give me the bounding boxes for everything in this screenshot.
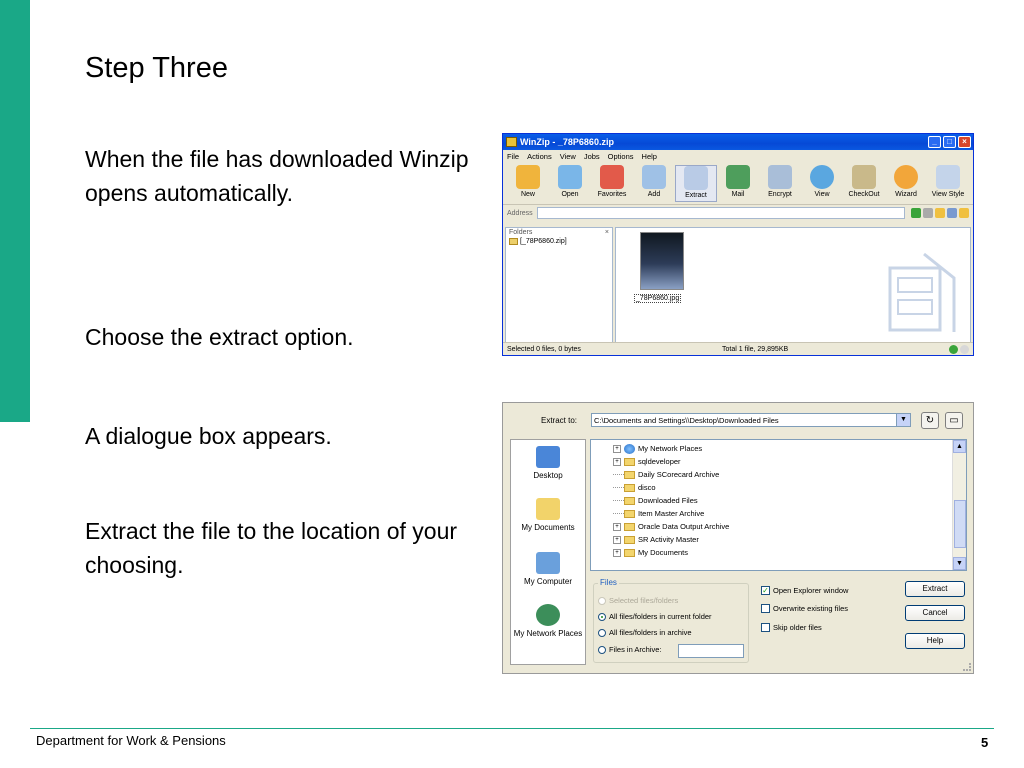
extract-icon [684,166,708,190]
expand-icon[interactable]: + [613,458,621,466]
open-icon [558,165,582,189]
favorites-icon [600,165,624,189]
scroll-up-icon[interactable]: ▲ [953,440,966,453]
network-icon [624,444,635,454]
place-my-network[interactable]: My Network Places [511,604,585,638]
status-selected: Selected 0 files, 0 bytes [507,345,581,353]
files-group-label: Files [600,578,617,587]
winzip-content [505,227,971,343]
toolbar-checkout-button[interactable]: CheckOut [843,165,885,202]
scroll-thumb[interactable] [954,500,966,548]
file-name-label[interactable]: _78P6860.jpg [636,295,680,302]
status-green-icon [949,345,958,354]
footer-text: Department for Work & Pensions [36,733,226,748]
add-icon [642,165,666,189]
radio-all-in-archive[interactable]: All files/folders in archive [598,628,692,637]
winzip-title-bar[interactable] [503,134,973,150]
folder-tree-item[interactable]: [_78P6860.zip] [506,237,612,246]
toolbar-view-style-button[interactable]: View Style [927,165,969,202]
menu-help[interactable]: Help [641,152,657,161]
folder-icon [624,523,635,531]
resize-grip[interactable] [963,663,971,671]
radio-files-in-archive[interactable]: Files in Archive: [598,645,662,654]
toolbar-favorites-button[interactable]: Favorites [591,165,633,202]
view-style-icon [936,165,960,189]
footer-divider [30,728,994,729]
status-bar [503,342,973,355]
winzip-watermark-icon [884,248,962,336]
bullet-winzip-opens: When the file has downloaded Winzip opens automatically. [85,146,469,206]
folders-pane [505,227,613,343]
checkbox-overwrite[interactable]: Overwrite existing files [761,604,848,613]
files-in-archive-input[interactable] [678,644,744,658]
accent-side-bar [0,0,30,422]
zip-folder-icon [509,238,518,245]
folder-icon [624,471,635,479]
tree-item-sqldeveloper[interactable]: + sqldeveloper [613,455,681,468]
folder-icon [624,536,635,544]
extract-to-label: Extract to: [541,416,578,425]
help-button[interactable]: Help [905,633,965,649]
expand-icon[interactable]: + [613,549,621,557]
menu-file[interactable]: File [507,152,520,161]
folder-icon[interactable] [935,208,945,218]
winzip-title: WinZip - _78P6860.zip [520,137,614,147]
network-places-icon [536,604,560,626]
my-documents-icon [536,498,560,520]
page-number: 5 [981,735,989,750]
toolbar-view-button[interactable]: View [801,165,843,202]
checkbox-open-explorer[interactable]: ✓ Open Explorer window [762,586,849,595]
status-total: Total 1 file, 29,895KB [722,345,789,353]
expand-icon[interactable]: + [613,445,621,453]
folder-open-icon: ▭ [949,415,959,426]
tree-item-disco[interactable]: disco [613,481,656,494]
place-desktop[interactable]: Desktop [511,446,585,480]
address-label: Address [507,209,533,217]
encrypt-icon [768,165,792,189]
place-my-computer[interactable]: My Computer [511,552,585,586]
files-pane [615,227,971,343]
tree-item-network[interactable]: + My Network Places [613,442,702,455]
checkbox-skip-older[interactable]: Skip older files [761,623,822,632]
toolbar-open-button[interactable]: Open [549,165,591,202]
toolbar-mail-button[interactable]: Mail [717,165,759,202]
menu-options[interactable]: Options [607,152,634,161]
scroll-down-icon[interactable]: ▼ [953,557,966,570]
extract-dialog [502,402,974,674]
desktop-icon [536,446,560,468]
toolbar-new-button[interactable]: New [507,165,549,202]
toolbar-wizard-button[interactable]: Wizard [885,165,927,202]
tree-scrollbar[interactable] [952,440,966,570]
maximize-icon[interactable]: □ [943,136,956,148]
tree-item-item-master[interactable]: Item Master Archive [613,507,704,520]
new-folder-button[interactable] [945,412,963,429]
folder-icon [624,510,635,518]
status-grey-icon [960,345,969,354]
tree-item-downloaded[interactable]: Downloaded Files [613,494,698,507]
image-thumbnail[interactable] [640,232,684,290]
view-icon [810,165,834,189]
folder-icon [624,497,635,505]
bullet-choose-extract: Choose the extract option. [85,324,354,350]
folders-close-icon[interactable]: × [604,229,609,236]
up-folder-icon[interactable] [923,208,933,218]
menu-actions[interactable]: Actions [527,152,552,161]
toolbar-add-button[interactable]: Add [633,165,675,202]
expand-icon[interactable]: + [613,536,621,544]
new-icon [516,165,540,189]
folders-header: Folders [509,229,533,236]
close-icon[interactable]: × [958,136,971,148]
checkout-icon [852,165,876,189]
radio-all-current-folder[interactable]: All files/folders in current folder [598,612,712,621]
address-bar [503,205,973,221]
folder-icon [624,549,635,557]
menu-view[interactable]: View [559,152,576,161]
folder-tree [590,439,967,571]
winzip-app-icon [506,137,517,147]
cancel-button[interactable]: Cancel [905,605,965,621]
my-computer-icon [536,552,560,574]
folder-icon [624,458,635,466]
wizard-icon [894,165,918,189]
mail-icon [726,165,750,189]
winzip-menu-bar [503,150,973,163]
place-my-documents[interactable]: My Documents [511,498,585,532]
slide-title: Step Three [85,52,228,84]
go-icon[interactable] [911,208,921,218]
refresh-button[interactable] [921,412,939,429]
winzip-toolbar [503,163,973,205]
chevron-down-icon[interactable]: ▼ [896,414,910,426]
files-group [593,578,749,663]
tree-item-oracle[interactable]: + Oracle Data Output Archive [613,520,729,533]
places-bar [510,439,586,665]
winzip-window [502,133,974,356]
bullet-extract-location: Extract the file to the location of your choosing. [85,518,458,578]
radio-selected-files[interactable]: Selected files/folders [598,596,678,605]
folder-icon [624,484,635,492]
extract-to-value[interactable]: C:\Documents and Settings\\Desktop\Downloaded Files [594,415,779,425]
refresh-icon: ↻ [925,415,935,426]
expand-icon[interactable]: + [613,523,621,531]
tree-item-my-documents[interactable]: + My Documents [613,546,688,559]
address-input[interactable] [537,207,905,219]
toolbar-extract-button[interactable]: Extract [675,165,717,202]
check-icon: ✓ [762,586,769,595]
extract-to-field[interactable] [591,413,911,427]
tree-item-sr-activity[interactable]: + SR Activity Master [613,533,699,546]
menu-jobs[interactable]: Jobs [583,152,600,161]
toolbar-encrypt-button[interactable]: Encrypt [759,165,801,202]
new-folder-icon[interactable] [959,208,969,218]
bullet-dialogue-box: A dialogue box appears. [85,423,332,449]
minimize-icon[interactable]: _ [928,136,941,148]
extract-button[interactable]: Extract [905,581,965,597]
tree-item-scorecard[interactable]: Daily SCorecard Archive [613,468,719,481]
view-mode-icon[interactable] [947,208,957,218]
